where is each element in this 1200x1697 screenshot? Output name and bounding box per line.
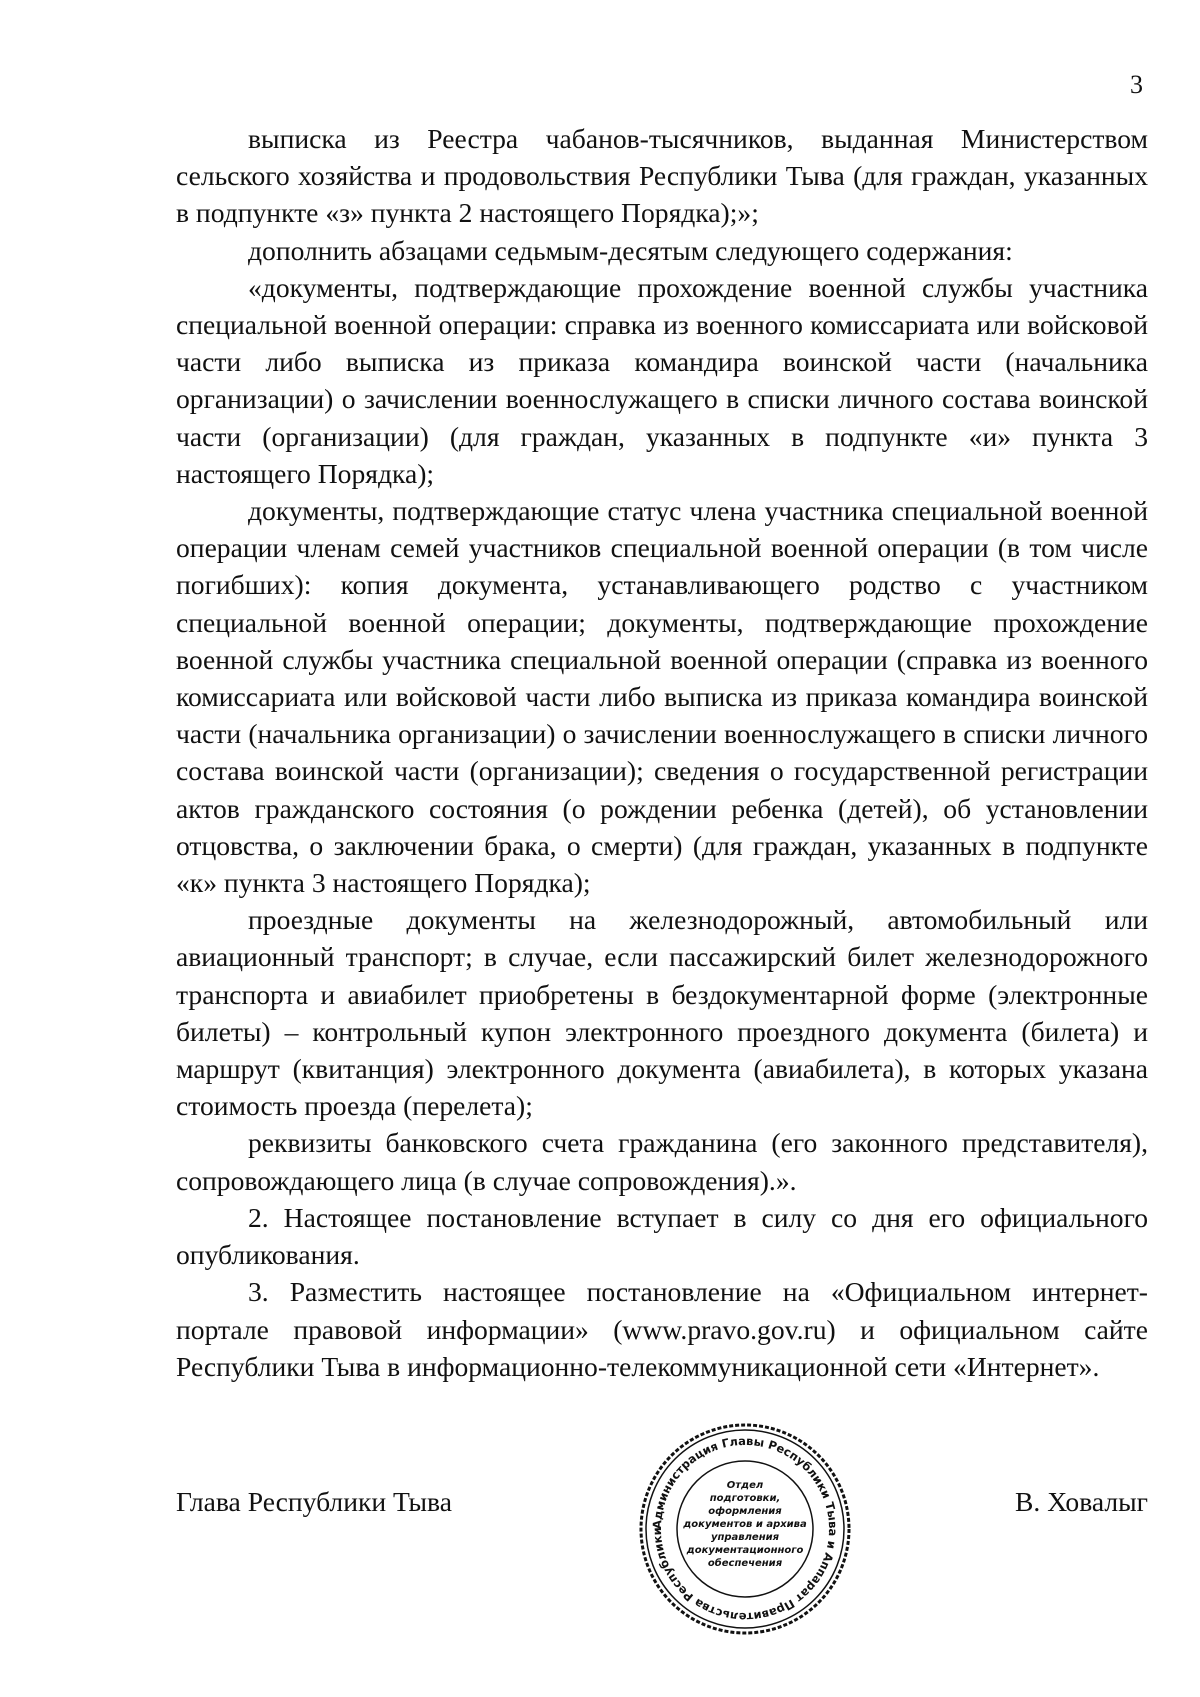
- seal-center-line: документов и архива: [683, 1519, 807, 1530]
- paragraph: проездные документы на железнодорожный, автомобильный или авиационный транспорт; в случае, если пассажирский билет железнодорожного транспорта и авиабилет приобретены в бездокументарной форме (электронные билеты) – контрольный купон электронного проездного документа (билета) и маршрут (квитанция) электронного документа (авиабилета), в которых указана стоимость проезда (перелета);: [176, 904, 1148, 1122]
- paragraph: документы, подтверждающие статус члена участника специальной военной операции членам семей участников специальной военной операции (в том числе погибших): копия документа, устанавливающего родство с участником специальной военной операции; документы, подтверждающие прохождение военной службы участника специальной военной операции (справка из военного комиссариата или войсковой части либо выписка из приказа командира воинской части (начальника организации) о зачислении военнослужащего в списки личного состава воинской части (организации); сведения о государственной регистрации актов гражданского состояния (о рождении ребенка (детей), об установлении отцовства, о заключении брака, о смерти) (для граждан, указанных в подпункте «к» пункта 3 настоящего Порядка);: [176, 495, 1148, 899]
- page-number: 3: [1130, 70, 1143, 99]
- document-body: [176, 120, 1148, 1385]
- seal-center-line: Отдел: [726, 1480, 764, 1491]
- paragraph: 2. Настоящее постановление вступает в силу со дня его официального опубликования.: [176, 1201, 1148, 1271]
- paragraph: дополнить абзацами седьмым-десятым следующего содержания:: [248, 234, 1013, 266]
- paragraph: «документы, подтверждающие прохождение военной службы участника специальной военной операции: справка из военного комиссариата или войсковой части либо выписка из приказа командира воинской части (начальника организации) о зачислении военнослужащего в списки личного состава воинской части (организации) (для граждан, указанных в подпункте «и» пункта 3 настоящего Порядка);: [176, 271, 1148, 489]
- seal-ring-text: Администрация Главы Республики Тыва и Аппарат Правительства Республики: [649, 1433, 841, 1625]
- official-seal: [636, 1420, 854, 1638]
- paragraph: выписка из Реестра чабанов-тысячников, выданная Министерством сельского хозяйства и продовольствия Республики Тыва (для граждан, указанных в подпункте «з» пункта 2 настоящего Порядка);»;: [176, 123, 1148, 229]
- seal-graphic: [636, 1420, 854, 1638]
- paragraph: реквизиты банковского счета гражданина (его законного представителя), сопровождающего лица (в случае сопровождения).».: [176, 1127, 1148, 1196]
- seal-center-line: подготовки,: [709, 1493, 781, 1504]
- seal-center-line: документационного: [686, 1545, 804, 1556]
- seal-center-line: управления: [710, 1532, 780, 1543]
- seal-center-line: оформления: [708, 1506, 782, 1517]
- seal-center-line: обеспечения: [707, 1558, 783, 1569]
- signer-title: Глава Республики Тыва: [176, 1486, 452, 1517]
- paragraph: 3. Разместить настоящее постановление на «Официальном интернет-портале правовой информации» (www.pravo.gov.ru) и официальном сайте Республики Тыва в информационно-телекоммуникационной сети «Интернет».: [176, 1276, 1148, 1382]
- signer-name: В. Ховалыг: [1015, 1486, 1148, 1517]
